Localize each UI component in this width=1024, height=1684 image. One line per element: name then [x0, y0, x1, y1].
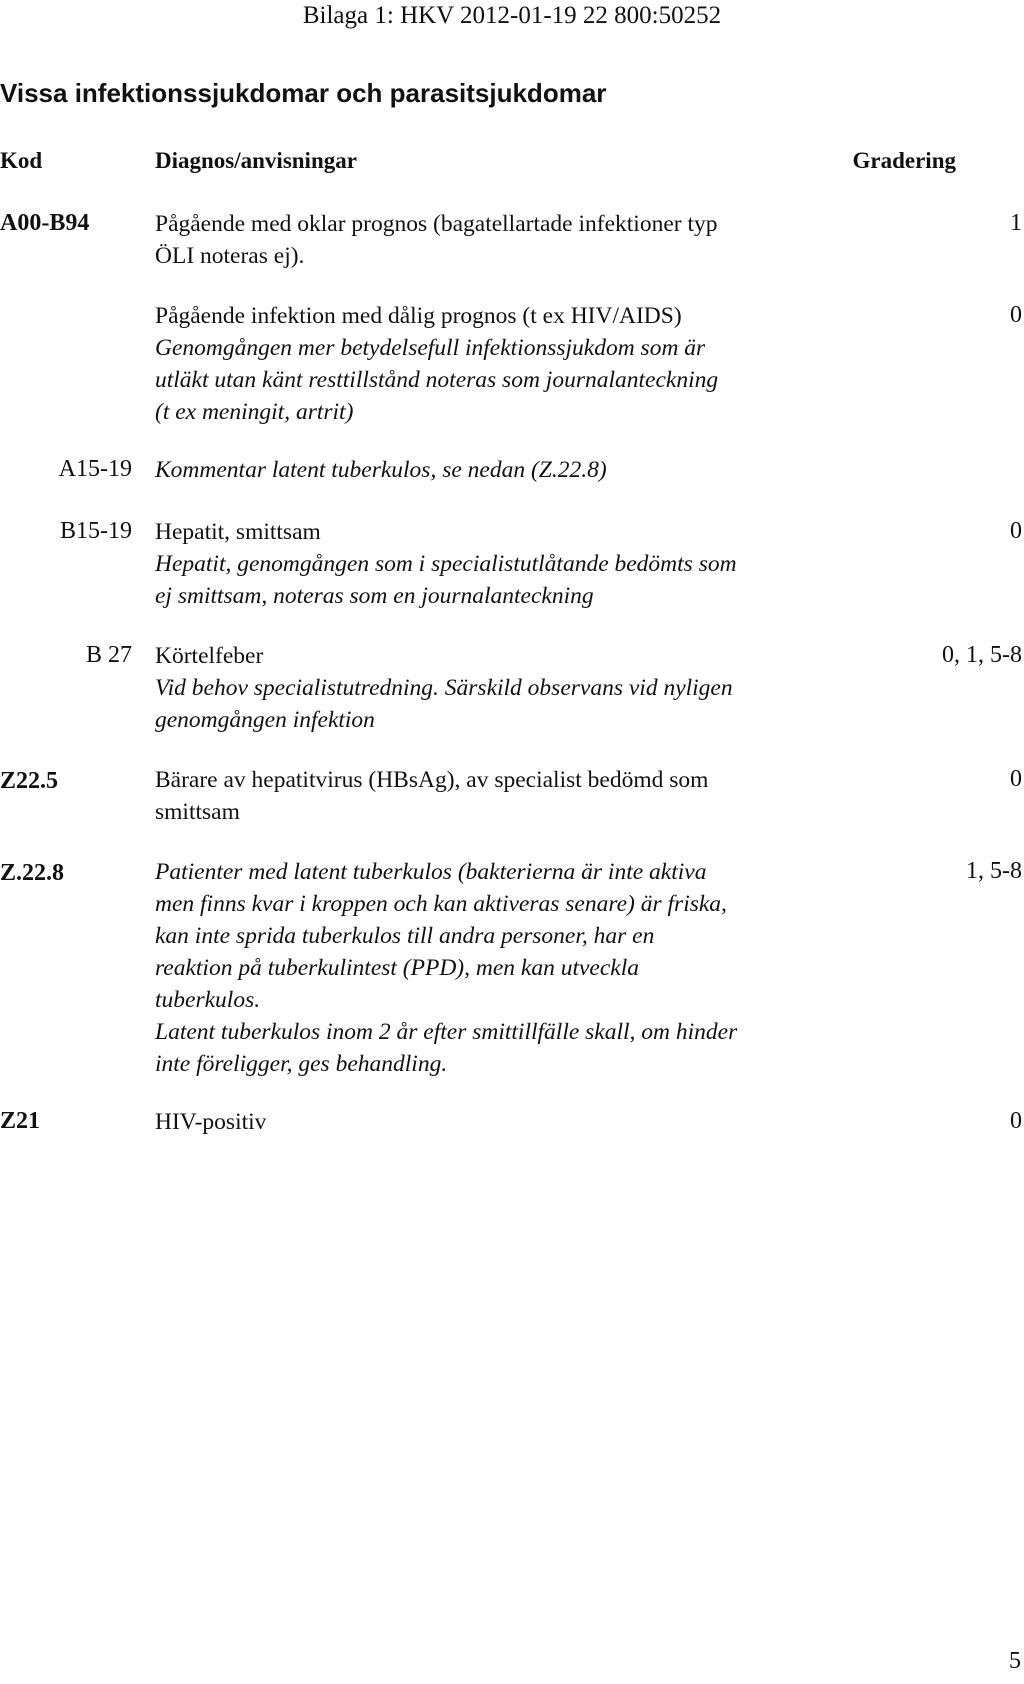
row-description: [155, 764, 855, 828]
row-description: [155, 208, 855, 272]
description-line: Pågående med oklar prognos (bagatellartade infektioner typ: [155, 211, 718, 237]
row-description: [155, 516, 855, 612]
row-code: Z22.5: [0, 768, 59, 794]
column-header-gradering: Gradering: [852, 148, 956, 173]
description-line: Hepatit, smittsam: [155, 519, 321, 545]
row-description: [155, 300, 855, 428]
row-description: [155, 1106, 855, 1138]
description-italic-line: utläkt utan känt resttillstånd noteras som journalanteckning: [155, 367, 719, 393]
description-italic-line: genomgången infektion: [155, 707, 375, 733]
description-italic-line: (t ex meningit, artrit): [155, 399, 354, 425]
document-header: Bilaga 1: HKV 2012-01-19 22 800:50252: [302, 2, 722, 29]
description-line: HIV-positiv: [155, 1109, 267, 1135]
row-grade: 0: [1010, 302, 1022, 328]
row-grade: 1, 5-8: [966, 858, 1022, 884]
row-grade: 0: [1010, 518, 1022, 544]
description-italic-line: Genomgången mer betydelsefull infektionssjukdom som är: [155, 335, 706, 361]
description-line: ÖLI noteras ej).: [155, 243, 305, 269]
description-italic-line: ej smittsam, noteras som en journalanteckning: [155, 583, 594, 609]
row-description: [155, 454, 855, 486]
description-line: Pågående infektion med dålig prognos (t ex HIV/AIDS): [155, 303, 682, 329]
description-line: Körtelfeber: [155, 643, 264, 669]
row-code: B 27: [85, 642, 132, 668]
row-code: Z.22.8: [0, 860, 65, 886]
description-italic-line: reaktion på tuberkulintest (PPD), men kan utveckla: [155, 955, 639, 981]
description-italic-line: Patienter med latent tuberkulos (bakterierna är inte aktiva: [155, 859, 707, 885]
description-italic-line: inte föreligger, ges behandling.: [155, 1051, 448, 1077]
description-italic-line: Hepatit, genomgången som i specialistutlåtande bedömts som: [155, 551, 737, 577]
section-title: Vissa infektionssjukdomar och parasitsjukdomar: [0, 78, 607, 108]
description-italic-line: Kommentar latent tuberkulos, se nedan (Z.22.8): [155, 457, 607, 483]
row-code: A00-B94: [0, 210, 90, 236]
description-italic-line: tuberkulos.: [155, 987, 261, 1013]
description-italic-line: Latent tuberkulos inom 2 år efter smittillfälle skall, om hinder: [155, 1019, 738, 1045]
description-line: smittsam: [155, 799, 240, 825]
row-grade: 0, 1, 5-8: [942, 642, 1022, 668]
row-grade: 0: [1010, 766, 1022, 792]
description-line: Bärare av hepatitvirus (HBsAg), av specialist bedömd som: [155, 767, 709, 793]
row-grade: 1: [1010, 210, 1022, 236]
column-header-diagnos: Diagnos/anvisningar: [155, 148, 357, 173]
row-code: B15-19: [60, 518, 132, 544]
column-header-kod: Kod: [0, 148, 43, 173]
description-italic-line: men finns kvar i kroppen och kan aktiveras senare) är friska,: [155, 891, 727, 917]
row-grade: 0: [1010, 1108, 1022, 1134]
description-italic-line: Vid behov specialistutredning. Särskild observans vid nyligen: [155, 675, 733, 701]
row-code: Z21: [0, 1108, 41, 1134]
description-italic-line: kan inte sprida tuberkulos till andra personer, har en: [155, 923, 655, 949]
row-code: A15-19: [58, 456, 132, 482]
page-number: 5: [1009, 1648, 1021, 1674]
row-description: [155, 640, 855, 736]
row-description: [155, 856, 855, 1080]
